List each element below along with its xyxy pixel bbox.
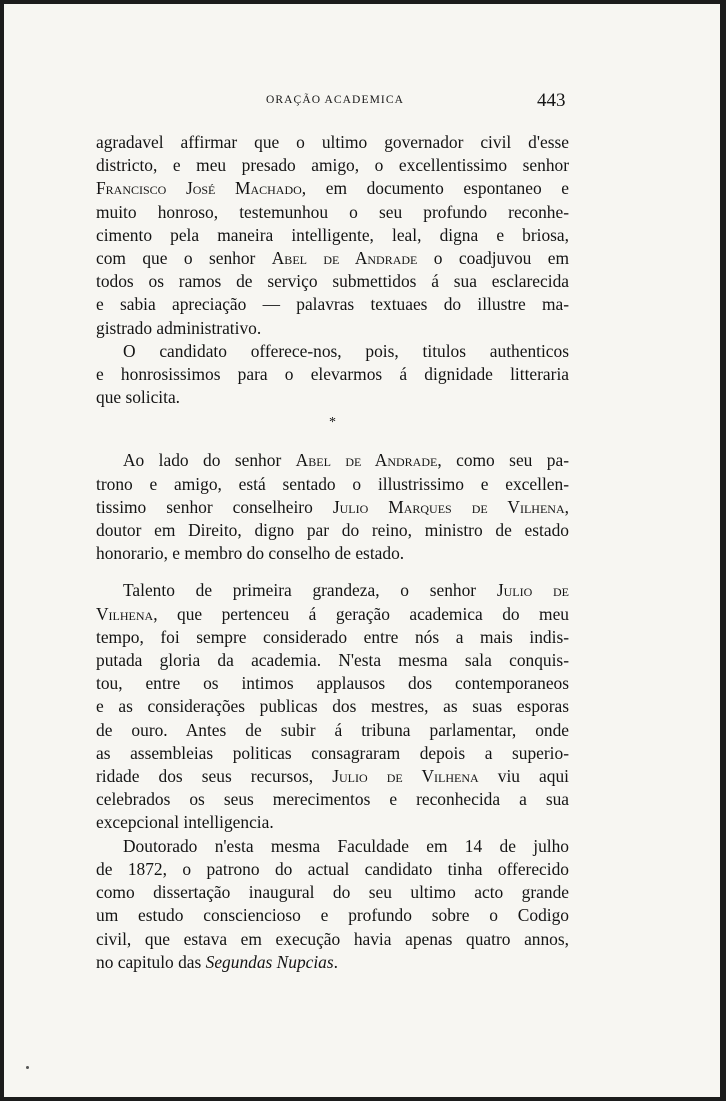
paragraph-gap — [96, 565, 569, 579]
text-line — [96, 177, 569, 200]
running-header — [4, 90, 720, 112]
paragraph-1 — [96, 131, 569, 340]
person-name: Abel de Andrade — [271, 248, 418, 269]
paragraph-4 — [96, 579, 569, 834]
text-line: honorario, e membro do conselho de estado. — [96, 543, 405, 564]
text-line: e as considerações publicas dos mestres, as suas esporas — [96, 696, 569, 717]
text-line: Doutorado n'esta mesma Faculdade em 14 de julho — [123, 835, 569, 856]
text-line: trono e amigo, está sentado o illustrissimo e excellen- — [96, 473, 569, 494]
text-span: . — [333, 951, 339, 972]
person-name: Francisco José Machado — [96, 178, 302, 199]
running-title: ORAÇÃO ACADEMICA — [265, 94, 405, 106]
text-line: celebrados os seus merecimentos e reconhecida a sua — [96, 789, 569, 810]
text-line: de 1872, o patrono do actual candidato tinha offerecido — [96, 858, 569, 879]
person-name: Vilhena — [96, 603, 154, 624]
text-span: o coadjuvou em — [417, 248, 569, 269]
text-span: viu aqui — [478, 766, 569, 787]
text-span: , que pertenceu á geração academica do meu — [153, 603, 569, 624]
text-line: O candidato offerece-nos, pois, titulos authenticos — [123, 340, 569, 361]
text-span: tissimo senhor conselheiro — [96, 496, 333, 517]
text-span: , como seu pa- — [437, 450, 569, 471]
text-span: no capitulo das — [96, 951, 206, 972]
text-line: que solicita. — [96, 387, 181, 408]
text-line: gistrado administrativo. — [96, 317, 262, 338]
body-text — [96, 131, 569, 974]
person-name: Julio de — [496, 580, 569, 601]
text-line: e honrosissimos para o elevarmos á dignidade litteraria — [96, 364, 569, 385]
text-line: um estudo consciencioso e profundo sobre o Codigo — [96, 905, 569, 926]
text-line: muito honroso, testemunhou o seu profundo reconhe- — [96, 201, 569, 222]
text-line: e sabia apreciação — palavras textuaes do illustre ma- — [96, 294, 569, 315]
text-line: tempo, foi sempre considerado entre nós a mais indis- — [96, 626, 569, 647]
text-span: Talento de primeira grandeza, o senhor — [123, 580, 497, 601]
text-line — [96, 496, 569, 519]
text-line — [96, 765, 569, 788]
text-line: civil, que estava em execução havia apenas quatro annos, — [96, 928, 569, 949]
section-separator: * — [329, 415, 336, 431]
person-name: Abel de Andrade — [295, 450, 438, 471]
text-span: ridade dos seus recursos, — [96, 766, 333, 787]
text-line: tou, entre os intimos applausos dos contemporaneos — [96, 673, 569, 694]
book-page — [4, 4, 720, 1097]
text-span: , — [564, 496, 569, 517]
text-span: , em documento espontaneo e — [301, 178, 569, 199]
paragraph-2 — [96, 340, 569, 410]
text-line: excepcional intelligencia. — [96, 812, 274, 833]
person-name: Julio Marques de Vilhena — [332, 496, 565, 517]
text-line: districto, e meu presado amigo, o excellentissimo senhor — [96, 155, 569, 176]
text-line — [96, 603, 569, 626]
text-line: doutor em Direito, digno par do reino, ministro de estado — [96, 520, 569, 541]
text-line: agradavel affirmar que o ultimo governador civil d'esse — [96, 132, 569, 152]
text-span: Ao lado do senhor — [123, 450, 296, 471]
person-name: Julio de Vilhena — [332, 766, 479, 787]
paper-speck — [26, 1066, 29, 1069]
text-line: cimento pela maneira intelligente, leal, digna e briosa, — [96, 224, 569, 245]
text-line — [96, 247, 569, 270]
text-line: de ouro. Antes de subir á tribuna parlamentar, onde — [96, 719, 569, 740]
text-line — [96, 449, 569, 472]
paragraph-3 — [96, 449, 569, 565]
text-line: todos os ramos de serviço submettidos á sua esclarecida — [96, 271, 569, 292]
text-line: como dissertação inaugural do seu ultimo acto grande — [96, 882, 569, 903]
text-line — [96, 951, 569, 974]
paragraph-5 — [96, 835, 569, 974]
italic-title: Segundas Nupcias — [205, 951, 334, 972]
text-span: com que o senhor — [96, 248, 272, 269]
text-line: as assembleias politicas consagraram depois a superio- — [96, 742, 569, 763]
text-line: putada gloria da academia. N'esta mesma sala conquis- — [96, 650, 569, 671]
page-number: 443 — [537, 90, 566, 111]
text-line — [96, 579, 569, 602]
